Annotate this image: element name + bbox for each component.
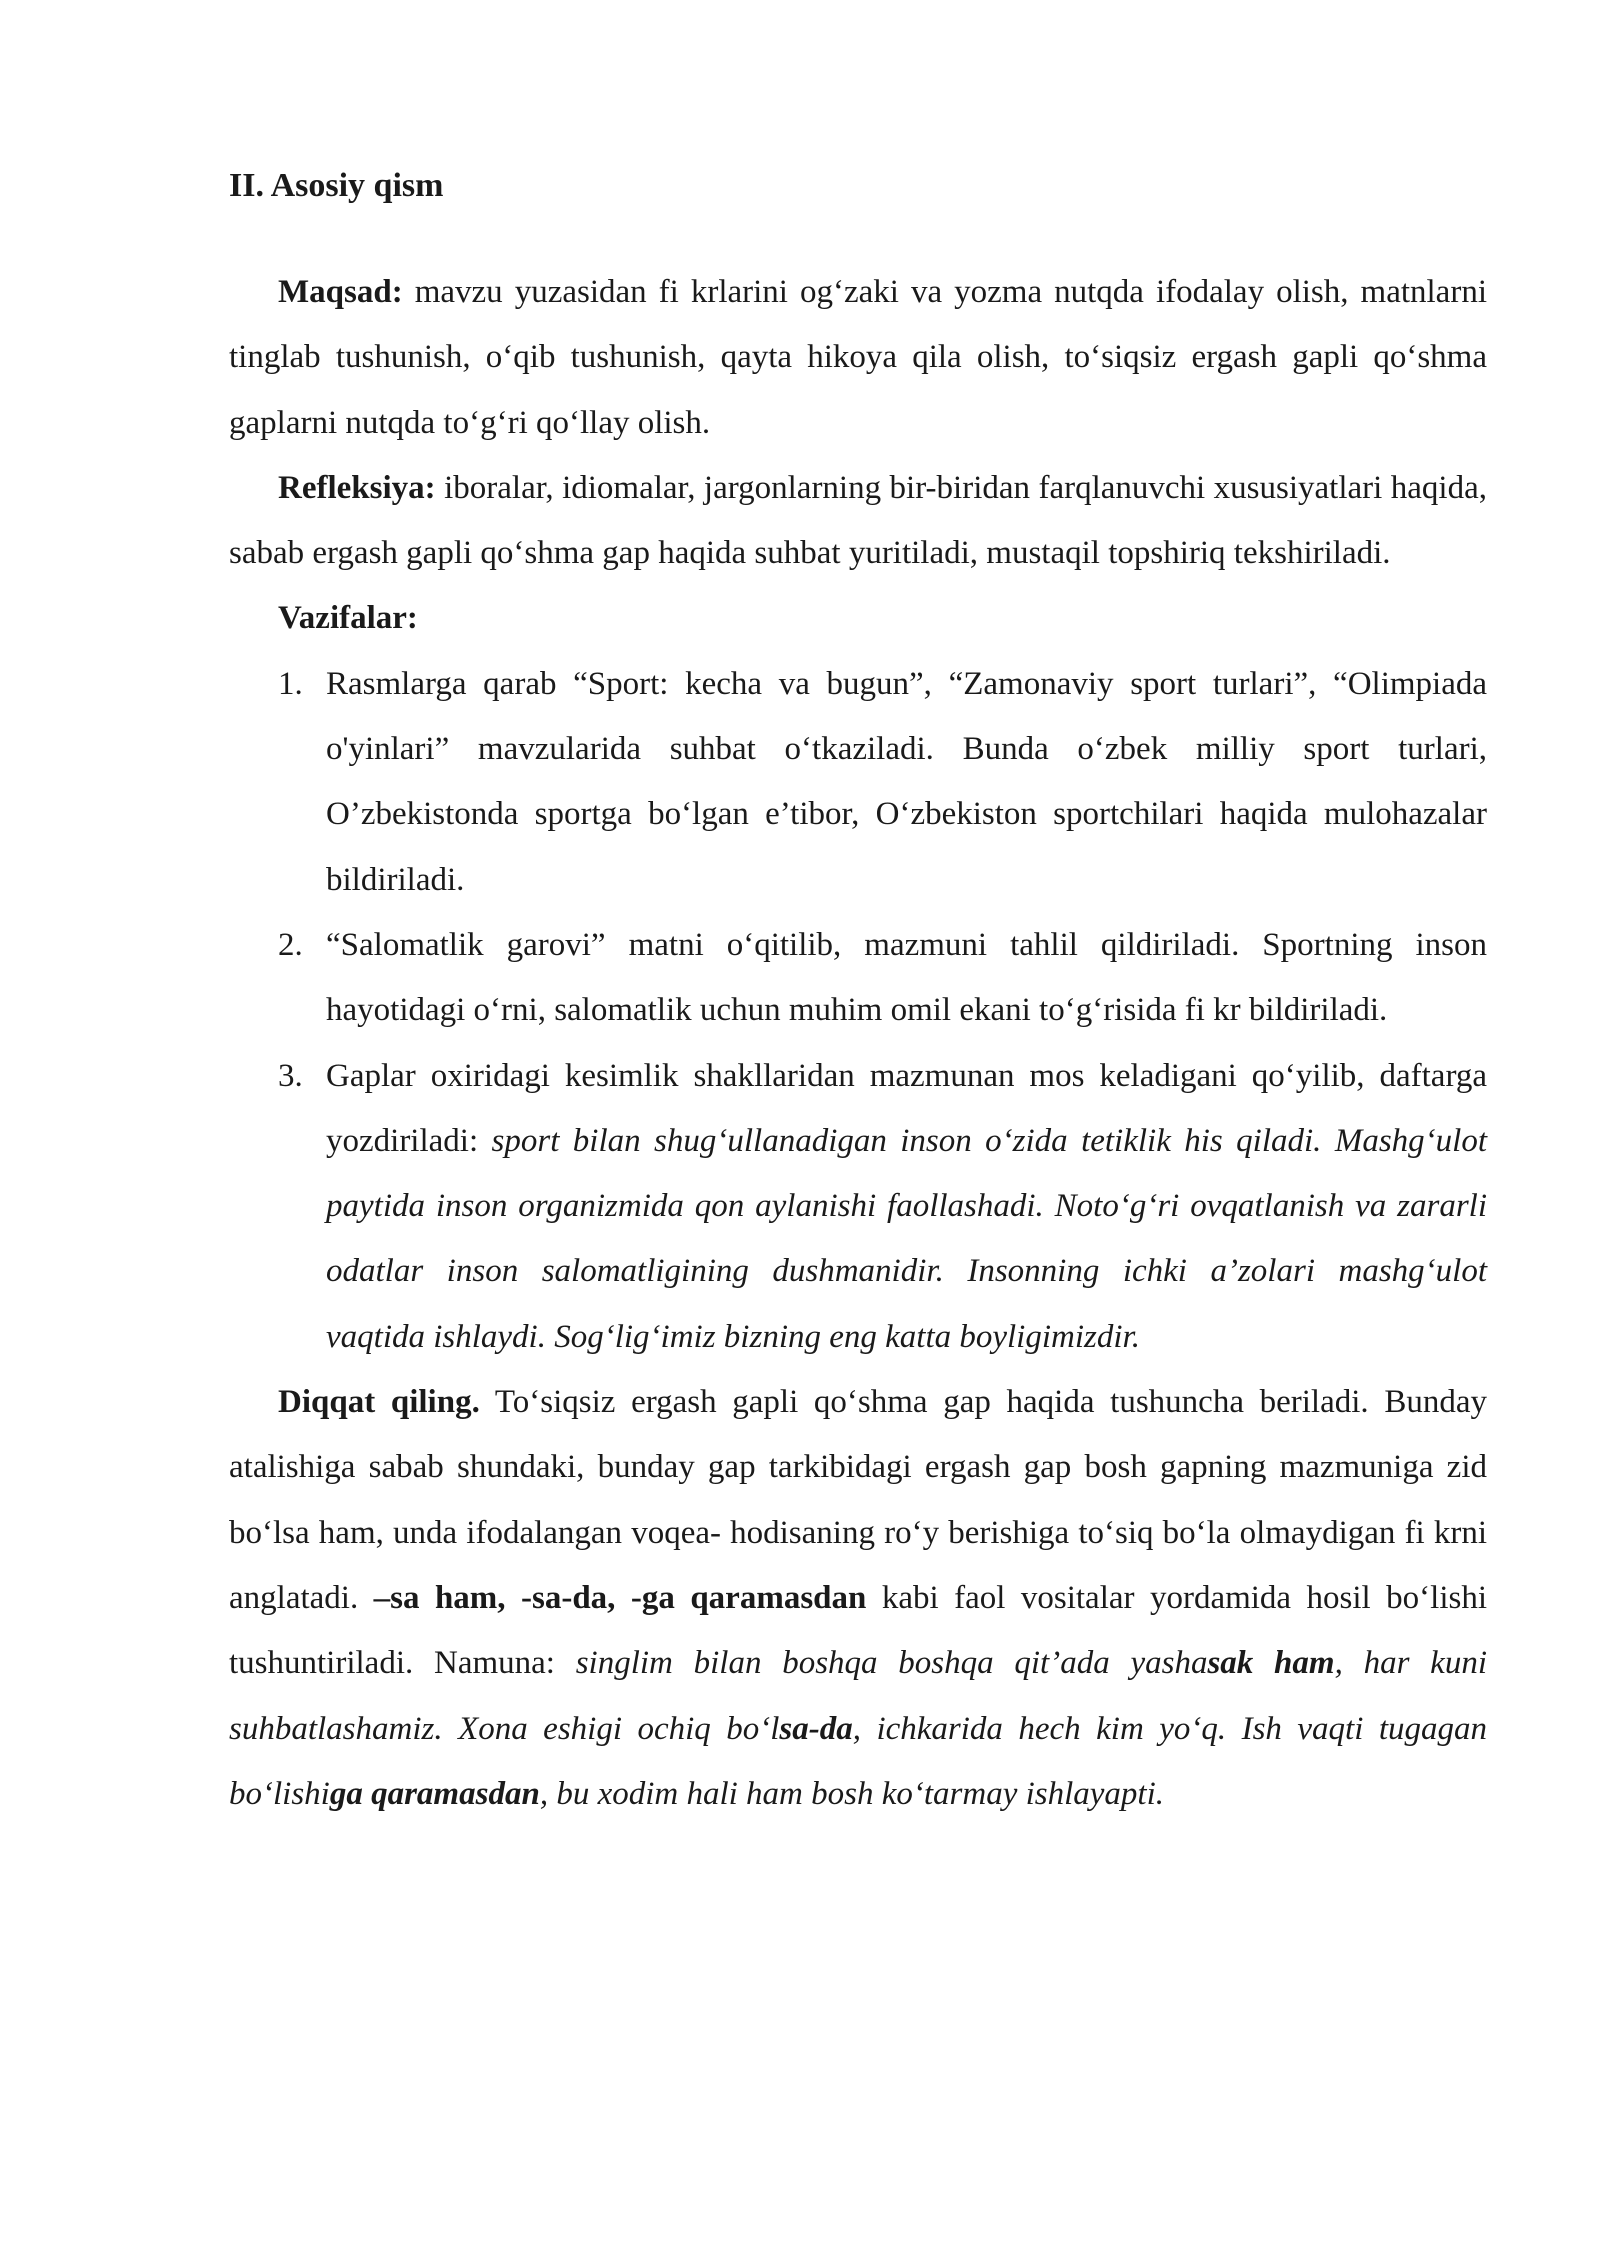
diqqat-paragraph [229, 1370, 1487, 1827]
list-item-text: Gaplar oxiridagi kesimlik shakllaridan mazmunan mos keladigani qo‘yilib, daftarga yozdiriladi: [326, 1057, 1487, 1159]
list-item [229, 913, 1487, 1044]
refleksiya-paragraph [229, 456, 1487, 587]
example-suffix: sa-da [779, 1710, 853, 1747]
maqsad-label: Maqsad: [278, 274, 403, 310]
list-item [229, 1044, 1487, 1370]
section-heading: II. Asosiy qism [229, 167, 444, 204]
list-item [229, 652, 1487, 913]
refleksiya-text: iboralar, idiomalar, jargonlarning bir-biridan farqlanuvchi xususiyatlari haqida, sabab ergash gapli qo‘shma gap haqida suhbat yuritiladi, mustaqil topshiriq tekshiriladi. [229, 469, 1487, 572]
diqqat-text-cont: kabi faol vositalar yordamida hosil bo‘lishi tushuntiriladi. Namuna: [229, 1579, 1487, 1682]
example-text: , har kuni suhbatlashamiz. Xona eshigi ochiq bo‘l [229, 1645, 1487, 1747]
list-item-text: Rasmlarga qarab “Sport: kecha va bugun”, “Zamonaviy sport turlari”, “Olimpiada o'yinlari” mavzularida suhbat o‘tkaziladi. Bunda o‘zbek milliy sport turlari, O’zbekistonda sportga bo‘lgan e’tibor, O‘zbekiston sportchilari haqida mulohazalar bildiriladi. [326, 665, 1487, 898]
diqqat-label: Diqqat qiling. [278, 1384, 480, 1421]
refleksiya-label: Refleksiya: [278, 469, 436, 506]
bold-suffixes: –sa ham, -sa-da, -ga qaramasdan [373, 1579, 867, 1616]
example-text: , bu xodim hali ham bosh ko‘tarmay ishlayapti. [539, 1775, 1165, 1812]
tasks-list [229, 652, 1487, 1370]
list-item-number: 1. [278, 665, 303, 702]
list-item-number: 2. [278, 926, 303, 963]
maqsad-paragraph [229, 260, 1487, 456]
list-item-number: 3. [278, 1057, 303, 1094]
document-body [229, 260, 1487, 1827]
maqsad-text: mavzu yuzasidan fi krlarini og‘zaki va yozma nutqda ifodalay olish, matnlarni tinglab tushunish, o‘qib tushunish, qayta hikoya qila olish, to‘siqsiz ergash gapli qo‘shma gaplarni nutqda to‘g‘ri qo‘llay olish. [229, 274, 1487, 441]
example-suffix: ga qaramasdan [329, 1775, 540, 1812]
example-suffix: sak ham [1207, 1645, 1335, 1682]
example-text: , ichkarida hech kim yo‘q. Ish vaqti tugagan bo‘lishi [229, 1710, 1487, 1812]
diqqat-text: To‘siqsiz ergash gapli qo‘shma gap haqida tushuncha beriladi. Bunday atalishiga sabab shundaki, bunday gap tarkibidagi ergash gap bosh gapning mazmuniga zid bo‘lsa ham, unda ifodalangan voqea- hodisaning ro‘y berishiga to‘siq bo‘la olmaydigan fi krni anglatadi. [229, 1384, 1487, 1616]
vazifalar-label: Vazifalar: [278, 600, 418, 637]
example-text: singlim bilan boshqa boshqa qit’ada yasha [575, 1645, 1208, 1682]
list-item-text: “Salomatlik garovi” matni o‘qitilib, mazmuni tahlil qildiriladi. Sportning inson hayotidagi o‘rni, salomatlik uchun muhim omil ekani to‘g‘risida fi kr bildiriladi. [326, 926, 1487, 1029]
list-item-italic-text: sport bilan shug‘ullanadigan inson o‘zida tetiklik his qiladi. Mashg‘ulot paytida inson organizmida qon aylanishi faollashadi. Noto‘g‘ri ovqatlanish va zararli odatlar inson salomatligining dushmanidir. Insonning ichki a’zolari mashg‘ulot vaqtida ishlaydi. Sog‘lig‘imiz bizning eng katta boyligimizdir. [326, 1122, 1487, 1355]
